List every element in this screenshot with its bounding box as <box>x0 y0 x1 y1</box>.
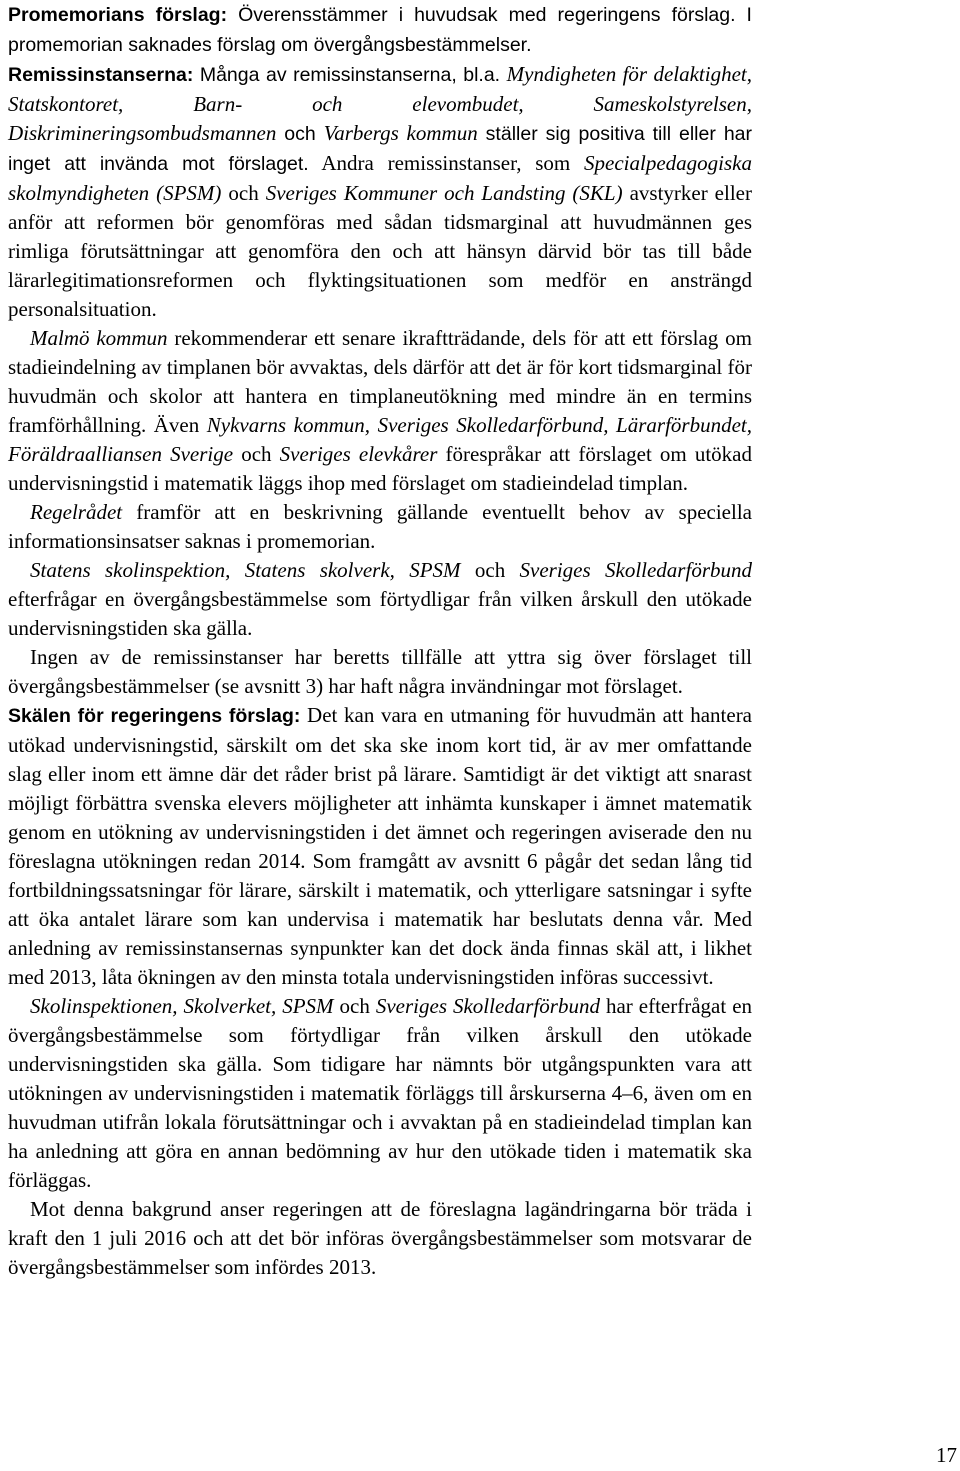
text-run: och <box>233 442 280 466</box>
text-run: Det kan vara en utmaning för huvudmän att hantera utökad undervisningstid, särskilt om det ska ske inom kort tid, är av mer omfattande slag eller inom ett ämne där det råder brist på lärare. Samtidigt är det viktigt att snarast möjligt förbättra svenska elevers möjligheter att inhämta kunskaper i ämnet matematik genom en utökning av undervisningstiden i det ämnet och regeringen aviserade den nu föreslagna utökningen redan 2014. Som framgått av avsnitt 6 pågår det sedan lång tid fortbildningssatsningar för lärare, särskilt i matematik, och ytterligare satsningar i syfte att öka antalet lärare som kan undervisa i matematik har beslutats denna vår. Med anledning av remissinstansernas synpunkter kan det dock ända finnas skäl att, i likhet med 2013, låta ökningen av den minsta totala undervisningstiden införas successivt. <box>8 703 753 989</box>
text-run: och <box>333 994 376 1018</box>
text-run: Nykvarns kommun, Sveriges Skolledarförbund, Lärarförbundet, Föräldraalliansen Sverige <box>8 413 752 466</box>
text-run: Sveriges Skolledarförbund <box>375 994 600 1018</box>
text-run: rekommenderar ett senare ikraftträdande, dels för att ett förslag om stadieindelning av timplanen bör avvaktas, dels därför att det är för kort tidsmarginal för huvudmän och skolor att hantera en timplaneutökning med mindre än en termins framförhållning. Även <box>8 326 752 437</box>
paragraph-arskull <box>8 992 752 1195</box>
text-run: och <box>221 181 266 205</box>
text-run: Regelrådet <box>30 500 123 524</box>
text-run: har efterfrågat en övergångsbestämmelse som förtydligar från vilken årskull den utökade undervisningstiden ska gälla. Som tidigare har nämnts bör utgångspunkten vara att utökningen av undervisningstiden i matematik förläggs till årskurserna 4–6, även om en huvudman utifrån lokala förutsättningar och i avvaktan på en stadieindelad timplan kan ha anledning att göra en annan bedömning av hur den utökade tiden i matematik ska förläggas. <box>8 994 753 1192</box>
text-run: Skolinspektionen, Skolverket, SPSM <box>30 994 334 1018</box>
paragraph-overgang-request <box>8 556 752 643</box>
text-run: Många av remissinstanserna, bl.a. <box>193 64 507 86</box>
paragraph-regelradet <box>8 498 752 556</box>
text-run: Andra remissinstanser, som <box>308 151 585 175</box>
text-run: avstyrker eller anför att reformen bör genomföras med sådan tidsmarginal att huvudmännen ges rimliga förutsättningar att genomföra den och att hänsyn därvid bör tas till både lärarlegitimationsreformen och flyktingsituationen som medför en ansträngd personalsituation. <box>8 181 752 321</box>
text-run: Skälen för regeringens förslag: <box>8 705 301 727</box>
text-run: och <box>460 558 520 582</box>
text-run: Mot denna bakgrund anser regeringen att de föreslagna lagändringarna bör träda i kraft den 1 juli 2016 och att det bör införas övergångsbestämmelser som motsvarar de övergångsbestämmelser som infördes 2013. <box>8 1197 752 1279</box>
text-run: ställer sig positiva till eller har inget att invända mot förslaget. <box>8 123 753 175</box>
paragraph-remissinstanser <box>8 60 752 324</box>
text-run: Remissinstanserna: <box>8 64 194 86</box>
text-run: Myndigheten för delaktighet, Statskontoret, Barn- och elevombudet, Sameskolstyrelsen, Diskrimineringsombudsmannen <box>8 62 752 145</box>
text-run: Ingen av de remissinstanser har beretts tillfälle att yttra sig över förslaget till övergångsbestämmelser (se avsnitt 3) har haft några invändningar mot förslaget. <box>8 645 752 698</box>
paragraph-malmo <box>8 324 752 498</box>
text-run: Sveriges Kommuner och Landsting (SKL) <box>265 181 623 205</box>
paragraph-inga-invandningar <box>8 643 752 701</box>
text-run: Sveriges elevkårer <box>279 442 438 466</box>
text-run: Varbergs kommun <box>323 121 478 145</box>
document-page <box>8 0 752 1282</box>
text-run: Malmö kommun <box>30 326 168 350</box>
text-run: förespråkar att förslaget om utökad undervisningstid i matematik läggs ihop med förslaget om stadieindelad timplan. <box>8 442 753 495</box>
text-run: framför att en beskrivning gällande eventuellt behov av speciella informationsinsatser saknas i promemorian. <box>8 500 752 553</box>
page-number: 17 <box>936 1443 957 1467</box>
text-run: och <box>276 123 324 145</box>
text-run: Statens skolinspektion, Statens skolverk, SPSM <box>30 558 461 582</box>
paragraph-promemoria <box>8 0 752 60</box>
text-run: Promemorians förslag: <box>8 4 228 26</box>
text-run: Överensstämmer i huvudsak med regeringens förslag. I promemorian saknades förslag om övergångsbestämmelser. <box>8 4 752 56</box>
text-run: efterfrågar en övergångsbestämmelse som förtydligar från vilken årskull den utökade undervisningstiden ska gälla. <box>8 587 752 640</box>
paragraph-ikrafttradande <box>8 1195 752 1282</box>
paragraph-skalen <box>8 701 752 992</box>
text-run: Sveriges Skolledarförbund <box>519 558 752 582</box>
text-run: Specialpedagogiska skolmyndigheten (SPSM) <box>8 151 752 205</box>
